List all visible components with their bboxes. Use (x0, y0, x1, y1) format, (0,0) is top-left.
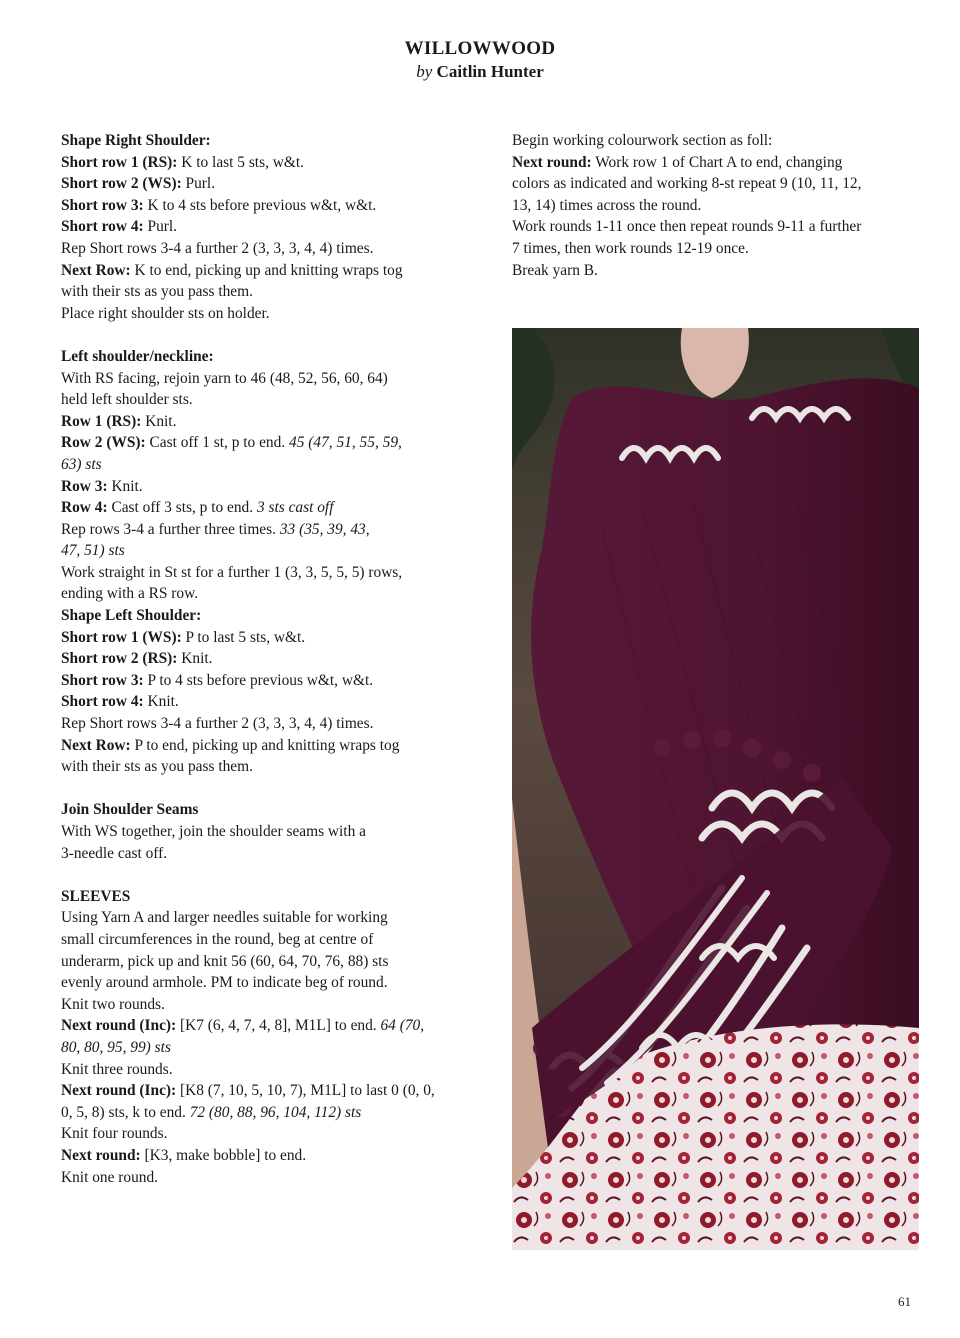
instruction-line: Work straight in St st for a further 1 (3, 3, 5, 5, 5) rows, (61, 563, 403, 581)
instruction-line: Row 4: Cast off 3 sts, p to end. 3 sts cast off (61, 499, 334, 517)
section-heading: Join Shoulder Seams (61, 801, 199, 819)
instruction-line: with their sts as you pass them. (61, 758, 253, 776)
section-heading: Left shoulder/neckline: (61, 347, 214, 365)
instruction-line: 13, 14) times across the round. (512, 196, 702, 214)
instruction-line: colors as indicated and working 8-st repeat 9 (10, 11, 12, (512, 175, 862, 193)
instruction-line: Next round (Inc): [K8 (7, 10, 5, 10, 7), M1L] to last 0 (0, 0, (61, 1082, 435, 1100)
instruction-line: Short row 4: Knit. (61, 693, 179, 711)
instruction-line: Using Yarn A and larger needles suitable for working (61, 909, 388, 927)
instruction-line: with their sts as you pass them. (61, 283, 253, 301)
instruction-line: underarm, pick up and knit 56 (60, 64, 70, 76, 88) sts (61, 952, 389, 970)
instruction-line: Knit two rounds. (61, 995, 165, 1013)
instruction-line: ending with a RS row. (61, 585, 199, 603)
instruction-line: Knit four rounds. (61, 1125, 168, 1143)
instruction-line: 0, 5, 8) sts, k to end. 72 (80, 88, 96, 104, 112) sts (61, 1103, 362, 1121)
byline (0, 60, 960, 84)
instruction-line: Knit three rounds. (61, 1060, 173, 1078)
instruction-line: small circumferences in the round, beg at centre of (61, 930, 374, 948)
instruction-line: Next round: [K3, make bobble] to end. (61, 1146, 307, 1164)
instruction-line: With WS together, join the shoulder seams with a (61, 823, 366, 840)
instruction-line: Short row 3: K to 4 sts before previous w&t, w&t. (61, 196, 377, 214)
instruction-line: Short row 1 (RS): K to last 5 sts, w&t. (61, 153, 304, 171)
instruction-line: 47, 51) sts (61, 542, 125, 560)
instruction-line: With RS facing, rejoin yarn to 46 (48, 52, 56, 60, 64) (61, 369, 388, 387)
page-header (0, 38, 960, 84)
instruction-line: Rep rows 3-4 a further three times. 33 (35, 39, 43, (61, 520, 370, 538)
page-number: 61 (898, 1294, 911, 1309)
instruction-line: Next Row: P to end, picking up and knitting wraps tog (61, 736, 400, 754)
instruction-line: Begin working colourwork section as foll: (512, 132, 773, 149)
left-column (61, 130, 481, 1188)
pattern-title: WILLOWWOOD (404, 38, 556, 59)
instruction-line: Rep Short rows 3-4 a further 2 (3, 3, 3, 4, 4) times. (61, 239, 374, 257)
photo-illustration (512, 328, 919, 1250)
instruction-line: Row 3: Knit. (61, 477, 143, 495)
instruction-line: Short row 1 (WS): P to last 5 sts, w&t. (61, 628, 306, 646)
instruction-line: Short row 2 (WS): Purl. (61, 175, 216, 193)
instruction-line: 7 times, then work rounds 12-19 once. (512, 239, 749, 257)
instruction-line: evenly around armhole. PM to indicate beg of round. (61, 974, 388, 992)
instruction-line: Break yarn B. (512, 261, 598, 279)
instruction-line: Next round: Work row 1 of Chart A to end, changing (512, 153, 843, 171)
instruction-line: Rep Short rows 3-4 a further 2 (3, 3, 3, 4, 4) times. (61, 715, 374, 733)
instruction-line: Row 2 (WS): Cast off 1 st, p to end. 45 (47, 51, 55, 59, (61, 434, 402, 452)
instruction-line: Work rounds 1-11 once then repeat rounds 9-11 a further (512, 218, 862, 236)
instruction-line: Short row 4: Purl. (61, 218, 178, 236)
instruction-line: 80, 80, 95, 99) sts (61, 1038, 171, 1056)
right-column (512, 130, 922, 281)
section-heading: SLEEVES (61, 887, 131, 905)
section-heading: Shape Right Shoulder: (61, 132, 211, 149)
instruction-line: Short row 2 (RS): Knit. (61, 650, 213, 668)
author-name: Caitlin Hunter (436, 62, 544, 81)
instruction-line: 63) sts (61, 455, 102, 473)
instruction-line: Row 1 (RS): Knit. (61, 412, 177, 430)
instruction-line: Short row 3: P to 4 sts before previous w&t, w&t. (61, 671, 374, 689)
instruction-line: Next round (Inc): [K7 (6, 4, 7, 4, 8], M1L] to end. 64 (70, (61, 1017, 425, 1035)
instruction-line: 3-needle cast off. (61, 844, 168, 862)
instruction-line: Knit one round. (61, 1168, 159, 1186)
instruction-line: held left shoulder sts. (61, 391, 193, 409)
byline-prefix: by (416, 62, 433, 81)
instruction-line: Place right shoulder sts on holder. (61, 304, 270, 322)
section-heading: Shape Left Shoulder: (61, 607, 202, 625)
sweater-sleeve-photo (512, 328, 919, 1250)
instruction-line: Next Row: K to end, picking up and knitting wraps tog (61, 261, 403, 279)
